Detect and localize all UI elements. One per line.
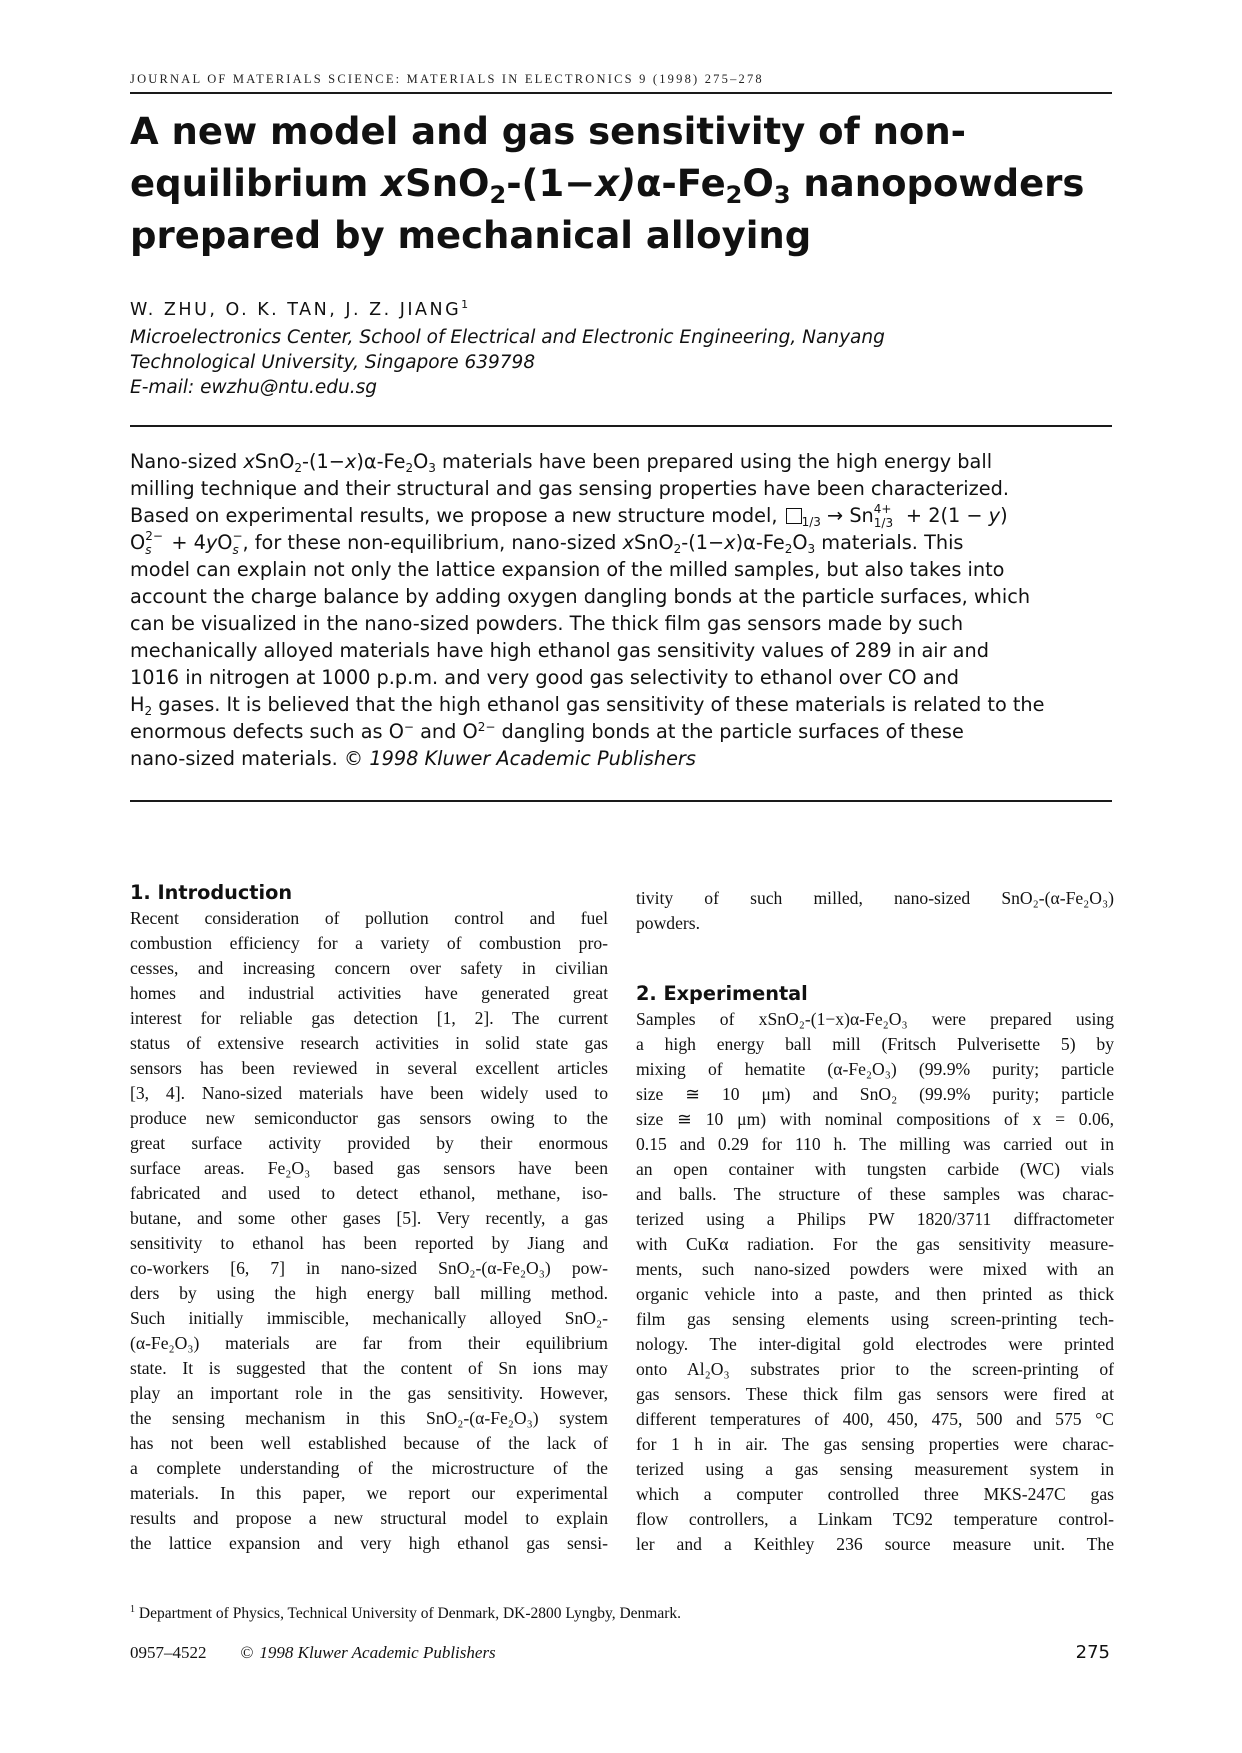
text-line: size ≅ 10 μm) and SnO₂ (99.9% purity; particle <box>636 1084 1114 1104</box>
text-line: onto Al₂O₃ substrates prior to the screen-printing of <box>636 1359 1114 1379</box>
abstract-bottom-rule <box>130 800 1112 802</box>
introduction-continuation <box>636 886 1114 936</box>
title-line-2: equilibrium $xSnO_2-(1-x)\alpha-Fe_2O_3$ nanopowders <box>130 162 1085 209</box>
text-line: materials. In this paper, we report our experimental <box>130 1483 608 1503</box>
text-line: sensitivity to ethanol has been reported by Jiang and <box>130 1233 608 1253</box>
author-email: E-mail: ewzhu@ntu.edu.sg <box>130 377 377 398</box>
text-line: sensors has been reviewed in several excellent articles <box>130 1058 608 1078</box>
text-line: ments, such nano-sized powders were mixed with an <box>636 1259 1114 1279</box>
journal-header: JOURNAL OF MATERIALS SCIENCE: MATERIALS IN ELECTRONICS 9 (1998) 275–278 <box>130 72 764 86</box>
text-line: flow controllers, a Linkam TC92 temperature control- <box>636 1509 1114 1529</box>
text-line: different temperatures of 400, 450, 475, 500 and 575 °C <box>636 1409 1114 1429</box>
text-line: for 1 h in air. The gas sensing properties were charac- <box>636 1434 1114 1454</box>
text-line: and balls. The structure of these samples was charac- <box>636 1184 1114 1204</box>
issn: 0957–4522 <box>130 1643 207 1662</box>
text-line: cesses, and increasing concern over safety in civilian <box>130 958 608 978</box>
text-line: terized using a gas sensing measurement system in <box>636 1459 1114 1479</box>
text-line: Samples of xSnO₂-(1−x)α-Fe₂O₃ were prepared using <box>636 1009 1114 1029</box>
section-heading-introduction: 1. Introduction <box>130 881 293 904</box>
text-line: film gas sensing elements using screen-printing tech- <box>636 1309 1114 1329</box>
text-line: interest for reliable gas detection [1, 2]. The current <box>130 1008 608 1028</box>
text-line: an open container with tungsten carbide (WC) vials <box>636 1159 1114 1179</box>
section-heading-experimental: 2. Experimental <box>636 982 808 1005</box>
footer-imprint <box>130 1643 496 1663</box>
text-line: play an important role in the gas sensitivity. However, <box>130 1383 608 1403</box>
page-number: 275 <box>1075 1642 1110 1663</box>
text-line: Recent consideration of pollution control and fuel <box>130 908 608 928</box>
text-line: co-workers [6, 7] in nano-sized SnO₂-(α-Fe₂O₃) pow- <box>130 1258 608 1278</box>
header-rule <box>130 92 1112 94</box>
vacancy-box-symbol <box>786 508 802 524</box>
text-line: nology. The inter-digital gold electrodes were printed <box>636 1334 1114 1354</box>
paper-title <box>130 106 1110 262</box>
text-line: fabricated and used to detect ethanol, methane, iso- <box>130 1183 608 1203</box>
author-list: W. ZHU, O. K. TAN, J. Z. JIANG$^1$ <box>130 298 469 320</box>
abstract-top-rule <box>130 425 1112 427</box>
text-line: tivity of such milled, nano-sized SnO₂-(α-Fe₂O₃) <box>636 888 1114 908</box>
text-line: the sensing mechanism in this SnO₂-(α-Fe₂O₃) system <box>130 1408 608 1428</box>
text-line: ler and a Keithley 236 source measure unit. The <box>636 1534 1114 1554</box>
text-line: surface areas. Fe₂O₃ based gas sensors have been <box>130 1158 608 1178</box>
text-line: results and propose a new structural model to explain <box>130 1508 608 1528</box>
text-line: organic vehicle into a paste, and then printed as thick <box>636 1284 1114 1304</box>
text-line: which a computer controlled three MKS-247C gas <box>636 1484 1114 1504</box>
text-line: mixing of hematite (α-Fe₂O₃) (99.9% purity; particle <box>636 1059 1114 1079</box>
introduction-body <box>130 906 608 1556</box>
publisher: 1998 Kluwer Academic Publishers <box>259 1643 496 1662</box>
text-line: homes and industrial activities have generated great <box>130 983 608 1003</box>
text-line: status of extensive research activities in solid state gas <box>130 1033 608 1053</box>
text-line: produce new semiconductor gas sensors owing to the <box>130 1108 608 1128</box>
affiliation: Microelectronics Center, School of Electrical and Electronic Engineering, Nanyang Technological University, Singapore 639798 E-mail: ewzhu@ntu.edu.sg <box>130 325 1120 400</box>
text-line: a complete understanding of the microstructure of the <box>130 1458 608 1478</box>
text-line: ders by using the high energy ball milling method. <box>130 1283 608 1303</box>
text-line: with CuKα radiation. For the gas sensitivity measure- <box>636 1234 1114 1254</box>
copyright-symbol: © <box>240 1643 254 1662</box>
title-line-1: A new model and gas sensitivity of non- <box>130 110 967 153</box>
text-line: combustion efficiency for a variety of combustion pro- <box>130 933 608 953</box>
text-line: great surface activity provided by their enormous <box>130 1133 608 1153</box>
abstract: Nano-sized $xSnO_2-(1-x)\alpha-Fe_2O_3$ materials have been prepared using the high energy ball milling technique and their structural and gas sensing properties have been characterized. Based on experimental results, we propose a new structure model, $_{1/3}$ → Sn 4+ 1/3 + 2(1 − y) O 2− s + 4yO − s , for these non-equilibrium, nano-sized $xSnO_2-(1-x)\alpha-Fe_2O_3$ materials. This model can explain not only the lattice expansion of the milled samples, but also takes into account the charge balance by adding oxygen dangling bonds at the particle surfaces, which can be visualized in the nano-sized powders. The thick film gas sensors made by such mechanically alloyed materials have high ethanol gas sensitivity values of 289 in air and 1016 in nitrogen at 1000 p.p.m. and very good gas selectivity to ethanol over CO and $H_2$ gases. It is believed that the high ethanol gas sensitivity of these materials is related to the enormous defects such as O− and $O^{2-}$ dangling bonds at the particle surfaces of these nano-sized materials. © 1998 Kluwer Academic Publishers <box>130 450 1045 770</box>
text-line: butane, and some other gases [5]. Very recently, a gas <box>130 1208 608 1228</box>
text-line: terized using a Philips PW 1820/3711 diffractometer <box>636 1209 1114 1229</box>
text-line: size ≅ 10 μm) with nominal compositions of x = 0.06, <box>636 1109 1114 1129</box>
text-line: gas sensors. These thick film gas sensors were fired at <box>636 1384 1114 1404</box>
text-line: (α-Fe₂O₃) materials are far from their equilibrium <box>130 1333 608 1353</box>
text-line: the lattice expansion and very high ethanol gas sensi- <box>130 1533 608 1553</box>
footnote: $^1$ Department of Physics, Technical University of Denmark, DK-2800 Lyngby, Denmark. <box>130 1604 682 1622</box>
text-line: 0.15 and 0.29 for 110 h. The milling was carried out in <box>636 1134 1114 1154</box>
text-line: a high energy ball mill (Fritsch Pulverisette 5) by <box>636 1034 1114 1054</box>
text-line: has not been well established because of the lack of <box>130 1433 608 1453</box>
left-column <box>130 880 608 1556</box>
text-line: [3, 4]. Nano-sized materials have been widely used to <box>130 1083 608 1103</box>
text-line: powders. <box>636 913 701 933</box>
title-line-3: prepared by mechanical alloying <box>130 214 812 257</box>
experimental-body <box>636 1007 1114 1557</box>
text-line: Such initially immiscible, mechanically alloyed SnO₂- <box>130 1308 608 1328</box>
text-line: state. It is suggested that the content of Sn ions may <box>130 1358 608 1378</box>
author-footnote-mark: 1 <box>461 298 469 311</box>
right-column <box>636 886 1114 1557</box>
